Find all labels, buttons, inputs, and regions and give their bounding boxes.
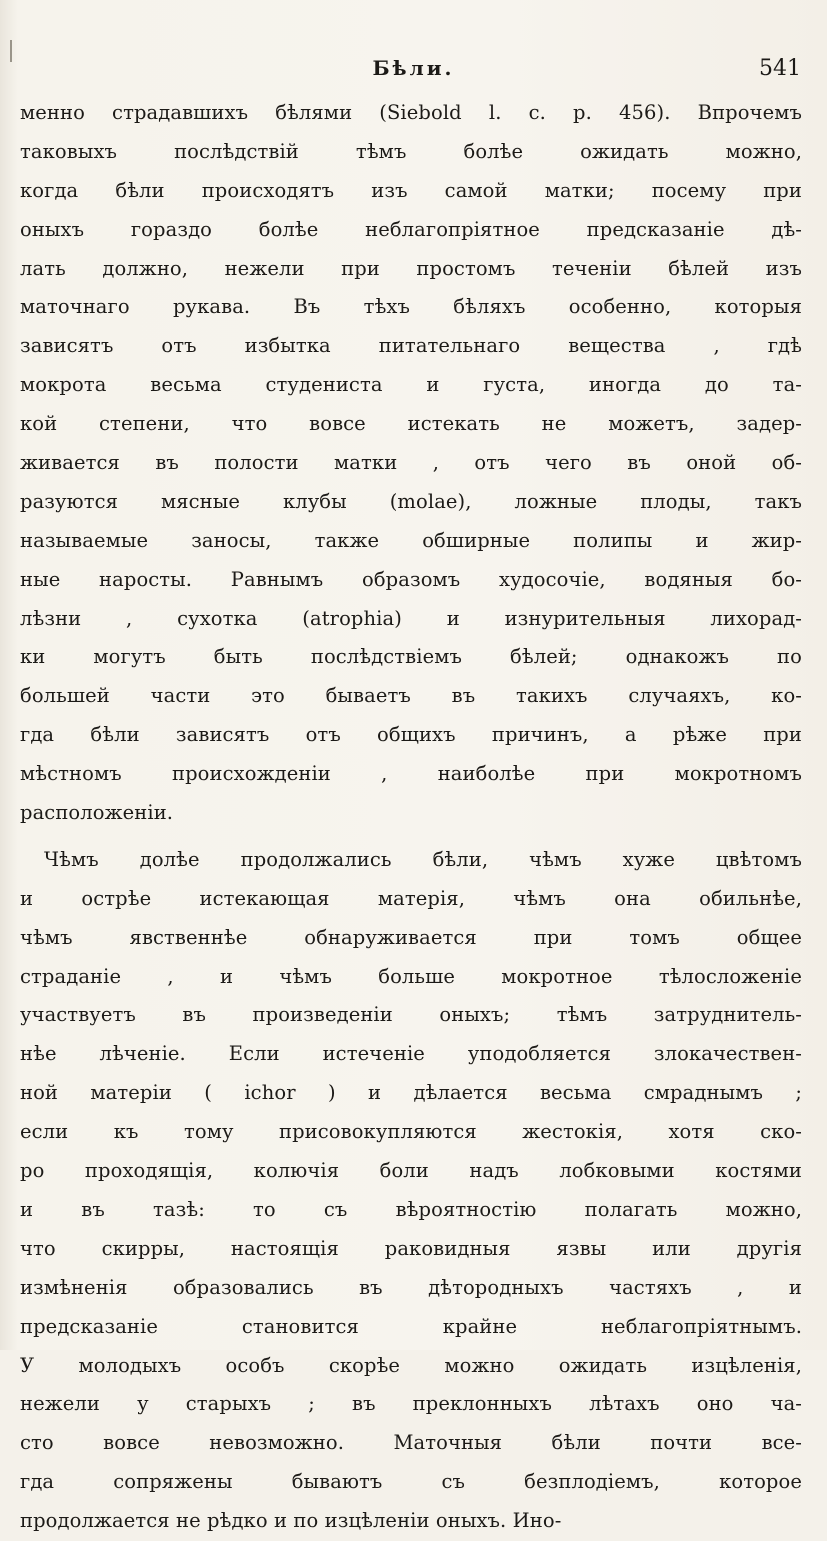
text-line: гда сопряжены бываютъ съ безплодіемъ, которое: [20, 1470, 802, 1494]
text-line: страданіе , и чѣмъ больше мокротное тѣлосложеніе: [20, 964, 802, 988]
text-line: называемые заносы, также обширные полипы и жир-: [20, 528, 802, 552]
running-head: Бѣли.: [372, 56, 455, 80]
text-line: если къ тому присовокупляются жестокія, хотя ско-: [20, 1120, 802, 1144]
text-line: лать должно, нежели при простомъ теченіи бѣлей изъ: [20, 256, 802, 280]
body-text: [20, 94, 802, 1541]
text-line: и острѣе истекающая матерія, чѣмъ она обильнѣе,: [20, 886, 802, 910]
text-line: нежели у старыхъ ; въ преклонныхъ лѣтахъ оно ча-: [20, 1392, 802, 1416]
text-line: что скирры, настоящія раковидныя язвы или другія: [20, 1236, 802, 1260]
paragraph: [20, 94, 802, 833]
text-line: расположеніи.: [20, 801, 174, 825]
text-line: измѣненія образовались въ дѣтородныхъ частяхъ , и: [20, 1275, 802, 1299]
text-line: мѣстномъ происхожденіи , наиболѣе при мокротномъ: [20, 762, 802, 786]
text-line: лѣзни , сухотка (atrophia) и изнурительныя лихорад-: [20, 606, 802, 630]
text-line: ки могутъ быть послѣдствіемъ бѣлей; однакожъ по: [20, 645, 802, 669]
paragraph: [20, 841, 802, 1541]
text-line: сто вовсе невозможно. Маточныя бѣли почти все-: [20, 1431, 802, 1455]
text-line: и въ тазѣ: то съ вѣроятностію полагать можно,: [20, 1197, 802, 1221]
text-line: чѣмъ явственнѣе обнаруживается при томъ общее: [20, 925, 802, 949]
text-line: ные наросты. Равнымъ образомъ худосочіе, водяныя бо-: [20, 567, 802, 591]
text-line: ной матеріи ( ichor ) и дѣлается весьма смраднымъ ;: [20, 1081, 802, 1105]
text-line: Чѣмъ долѣе продолжались бѣли, чѣмъ хуже цвѣтомъ: [44, 847, 802, 871]
text-line: ро проходящія, колючія боли надъ лобковыми костями: [20, 1159, 802, 1183]
text-line: таковыхъ послѣдствій тѣмъ болѣе ожидать можно,: [20, 139, 802, 163]
text-line: разуются мясные клубы (molae), ложные плоды, такъ: [20, 489, 802, 513]
text-line: предсказаніе становится крайне неблагопріятнымъ.: [20, 1314, 802, 1338]
text-line: мокрота весьма студениста и густа, иногда до та-: [20, 373, 802, 397]
text-line: когда бѣли происходятъ изъ самой матки; посему при: [20, 178, 802, 202]
text-line: кой степени, что вовсе истекать не можетъ, задер-: [20, 412, 802, 436]
text-line: менно страдавшихъ бѣлями (Siebold l. c. p. 456). Впрочемъ: [20, 101, 802, 124]
text-line: гда бѣли зависятъ отъ общихъ причинъ, а рѣже при: [20, 723, 802, 747]
text-line: участвуетъ въ произведеніи оныхъ; тѣмъ затруднитель-: [20, 1003, 802, 1027]
text-line: большей части это бываетъ въ такихъ случаяхъ, ко-: [20, 684, 802, 708]
text-line: зависятъ отъ избытка питательнаго вещества , гдѣ: [20, 334, 802, 358]
page-number: 541: [759, 56, 801, 81]
text-line: нѣе лѣченіе. Если истеченіе уподобляется злокачествен-: [20, 1042, 802, 1066]
text-line: маточнаго рукава. Въ тѣхъ бѣляхъ особенно, которыя: [20, 295, 802, 319]
text-line: оныхъ гораздо болѣе неблагопріятное предсказаніе дѣ-: [20, 217, 802, 241]
text-line: живается въ полости матки , отъ чего въ оной об-: [20, 451, 802, 475]
text-line: У молодыхъ особъ скорѣе можно ожидать изцѣленія,: [20, 1353, 802, 1377]
page-header: [0, 56, 827, 86]
text-line: продолжается не рѣдко и по изцѣленіи оныхъ. Ино-: [20, 1509, 562, 1533]
paragraph-gap: [20, 833, 802, 841]
